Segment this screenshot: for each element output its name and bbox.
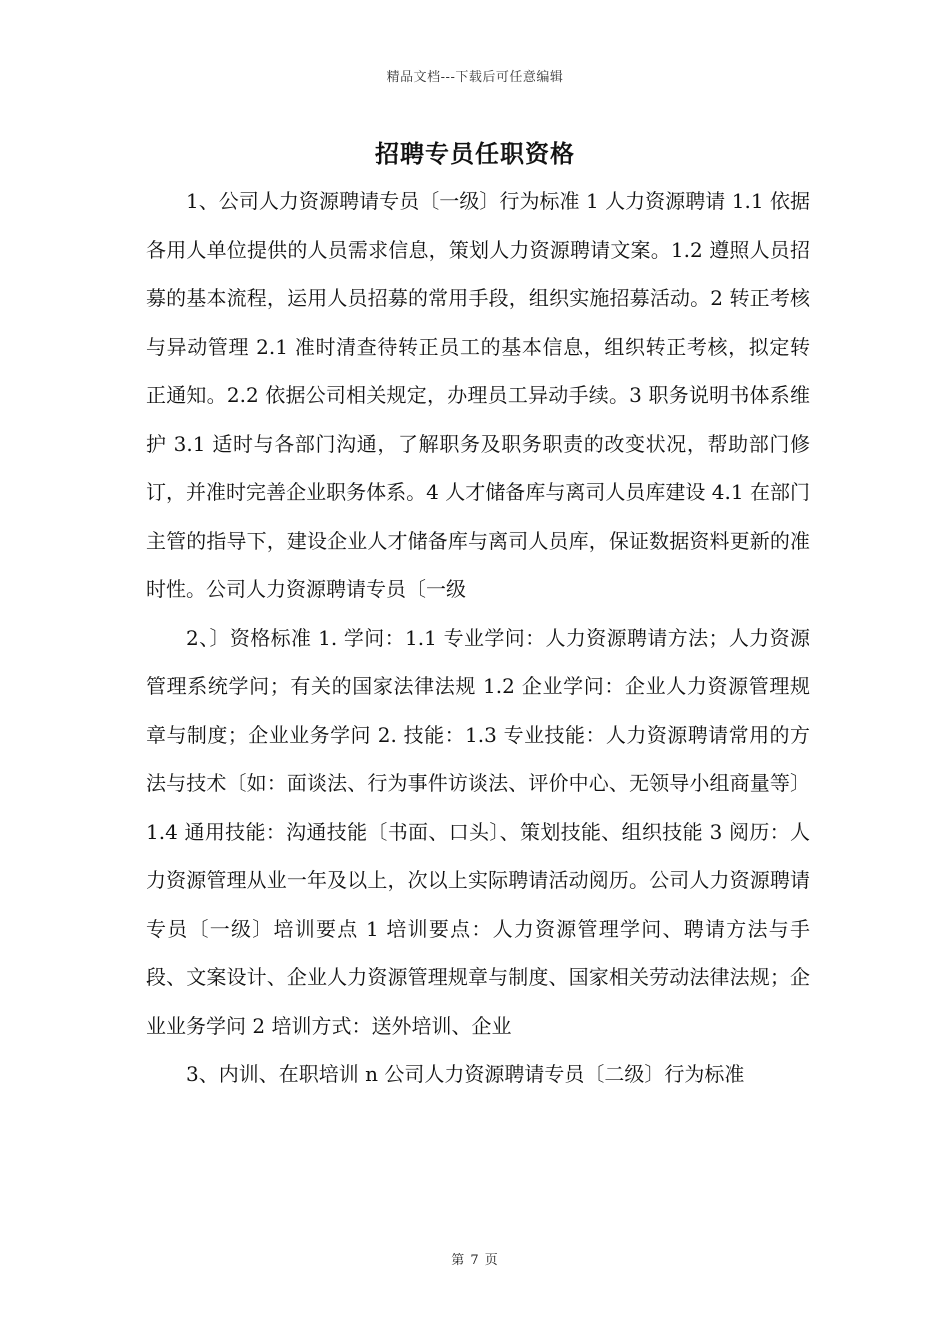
paragraph-1 (146, 177, 810, 614)
document-title: 招聘专员任职资格 (375, 139, 575, 168)
paragraph-2 (146, 614, 810, 1051)
paragraph-3 (146, 1050, 810, 1099)
paragraph-2-text: 2、〕资格标准 1. 学问：1.1 专业学问：人力资源聘请方法；人力资源管理系统学问；有关的国家法律法规 1.2 企业学问：企业人力资源管理规章与制度；企业业务学问 2. 技能：1.3 专业技能：人力资源聘请常用的方法与技术〔如：面谈法、行为事件访谈法、评价中心、无领导小组商量等〕1.4 通用技能：沟通技能〔书面、口头〕、策划技能、组织技能 3 阅历：人力资源管理从业一年及以上，次以上实际聘请活动阅历。公司人力资源聘请专员〔一级〕培训要点 1 培训要点：人力资源管理学问、聘请方法与手段、文案设计、企业人力资源管理规章与制度、国家相关劳动法律法规；企业业务学问 2 培训方式：送外培训、企业 (146, 625, 810, 1038)
header-note: 精品文档---下载后可任意编辑 (386, 70, 564, 85)
page-number: 第 7 页 (451, 1253, 499, 1268)
document-body (146, 177, 810, 1099)
paragraph-1-text: 1、公司人力资源聘请专员〔一级〕行为标准 1 人力资源聘请 1.1 依据各用人单位提供的人员需求信息，策划人力资源聘请文案。1.2 遵照人员招募的基本流程，运用人员招募的常用手段，组织实施招募活动。2 转正考核与异动管理 2.1 准时清查待转正员工的基本信息，组织转正考核，拟定转正通知。2.2 依据公司相关规定，办理员工异动手续。3 职务说明书体系维护 3.1 适时与各部门沟通，了解职务及职务职责的改变状况，帮助部门修订，并准时完善企业职务体系。4 人才储备库与离司人员库建设 4.1 在部门主管的指导下，建设企业人才储备库与离司人员库，保证数据资料更新的准时性。公司人力资源聘请专员〔一级 (146, 189, 810, 601)
paragraph-3-text: 3、内训、在职培训 n 公司人力资源聘请专员〔二级〕行为标准 (186, 1062, 745, 1086)
